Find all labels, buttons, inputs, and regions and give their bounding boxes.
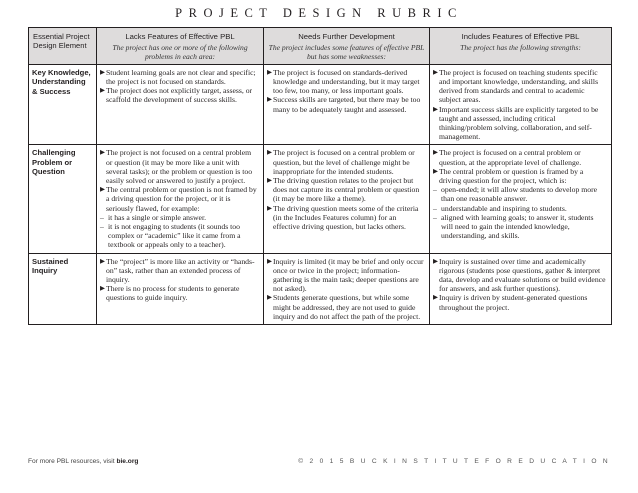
header-title: Needs Further Development	[298, 32, 395, 41]
rubric-cell	[264, 64, 430, 145]
item-text: The project is focused on teaching students specific and important knowledge, understanding, and skills derived from standards and central to academic subject areas.	[439, 67, 599, 105]
bullet-arrow-icon: ▶	[100, 186, 105, 194]
item-text: The project is not focused on a central problem or question (it may be more like a unit with several tasks); or the problem or question is too easily solved or answered to justify a project.	[106, 148, 253, 186]
item-text: The project does not explicitly target, assess, or scaffold the development of success skills.	[106, 86, 253, 105]
bullet-arrow-icon: ▶	[433, 167, 438, 175]
item-text: The project is focused on a central problem or question, but the level of challenge might be inappropriate for the intended students.	[273, 148, 415, 176]
dash-icon: –	[433, 185, 437, 195]
item-text: it is not engaging to students (it sounds too complex or “academic” like it came from a textbook or appeals only to a teacher).	[108, 222, 241, 250]
sub-item	[433, 213, 607, 241]
bullet-arrow-icon: ▶	[267, 294, 272, 302]
header-row	[29, 28, 612, 65]
footer-copyright: © 2 0 1 5 B U C K I N S T I T U T E F O R E D U C A T I O N	[298, 458, 610, 465]
bullet-item	[100, 257, 259, 285]
item-text: Important success skills are explicitly targeted to be taught and assessed, including critical thinking/problem solving, collaboration, and self-management.	[439, 104, 599, 142]
rubric-cell	[430, 64, 612, 145]
dash-icon: –	[433, 212, 437, 222]
rubric-cell	[430, 253, 612, 324]
rubric-cell	[97, 64, 264, 145]
footer-prefix: For more PBL resources, visit	[28, 458, 117, 465]
rubric-cell	[430, 145, 612, 253]
bullet-item	[433, 148, 607, 166]
bullet-item	[267, 293, 425, 321]
bullet-arrow-icon: ▶	[433, 68, 438, 76]
row-label: Key Knowledge, Understanding & Success	[29, 64, 97, 145]
item-text: Inquiry is driven by student-generated questions throughout the project.	[439, 293, 588, 312]
header-title: Includes Features of Effective PBL	[461, 32, 580, 41]
item-text: The driving question relates to the project but does not capture its central problem or question (it may be more like a theme).	[273, 176, 420, 204]
bullet-item	[100, 185, 259, 213]
bullet-item	[100, 284, 259, 302]
item-text: understandable and inspiring to students.	[441, 203, 567, 213]
bullet-arrow-icon: ▶	[433, 105, 438, 113]
rubric-cell	[264, 145, 430, 253]
header-includes	[430, 28, 612, 65]
item-text: Inquiry is sustained over time and academically rigorous (students pose questions, gather & interpret data, develop and evaluate solutions or build evidence for answers, and ask further questions).	[439, 256, 606, 294]
sub-item	[100, 213, 259, 222]
dash-icon: –	[100, 222, 104, 232]
header-subtitle: The project has one or more of the following problems in each area:	[112, 42, 248, 61]
rubric-row	[29, 145, 612, 253]
bullet-arrow-icon: ▶	[267, 149, 272, 157]
item-text: The central problem or question is not framed by a driving question for the project, or it is seriously flawed, for example:	[106, 185, 257, 213]
rubric-cell	[97, 253, 264, 324]
dash-icon: –	[100, 212, 104, 222]
bullet-arrow-icon: ▶	[433, 149, 438, 157]
bullet-arrow-icon: ▶	[100, 149, 105, 157]
bullet-item	[433, 105, 607, 142]
bullet-arrow-icon: ▶	[267, 68, 272, 76]
bullet-arrow-icon: ▶	[267, 204, 272, 212]
footer-resources	[28, 458, 138, 465]
rubric-row	[29, 253, 612, 324]
bullet-item	[433, 68, 607, 105]
bullet-arrow-icon: ▶	[100, 257, 105, 265]
bullet-arrow-icon: ▶	[100, 285, 105, 293]
footer-link[interactable]: bie.org	[116, 458, 139, 465]
rubric-cell	[97, 145, 264, 253]
bullet-arrow-icon: ▶	[100, 68, 105, 76]
bullet-arrow-icon: ▶	[267, 96, 272, 104]
item-text: open-ended; it will allow students to develop more than one reasonable answer.	[441, 185, 598, 204]
dash-icon: –	[433, 203, 437, 213]
header-lacks	[97, 28, 264, 65]
rubric-body	[29, 64, 612, 324]
bullet-item	[100, 68, 259, 86]
bullet-item	[100, 148, 259, 185]
header-title: Lacks Features of Effective PBL	[125, 32, 235, 41]
rubric-row	[29, 64, 612, 145]
page-title: PROJECT DESIGN RUBRIC	[175, 6, 463, 20]
header-subtitle: The project includes some features of effective PBL but has some weaknesses:	[268, 42, 425, 61]
bullet-item	[267, 95, 425, 113]
row-label: Challenging Problem or Question	[29, 145, 97, 253]
sub-item	[433, 204, 607, 213]
rubric-table	[28, 27, 612, 325]
bullet-item	[433, 167, 607, 185]
item-text: The project is focused on standards-derived knowledge and understanding, but it may target too few, too many, or less important goals.	[273, 67, 420, 96]
item-text: Success skills are targeted, but there may be too many to be adequately taught and assessed.	[273, 95, 421, 114]
bullet-item	[433, 293, 607, 311]
item-text: There is no process for students to generate questions to guide inquiry.	[106, 284, 240, 303]
bullet-arrow-icon: ▶	[433, 294, 438, 302]
item-text: Students generate questions, but while some might be addressed, they are not used to guide inquiry and do not affect the path of the project.	[273, 293, 421, 321]
bullet-item	[267, 204, 425, 232]
item-text: The project is focused on a central problem or question, at the appropriate level of challenge.	[439, 148, 582, 167]
header-element: Essential Project Design Element	[29, 28, 97, 65]
item-text: The central problem or question is framed by a driving question for the project, which is:	[439, 166, 584, 186]
bullet-item	[267, 148, 425, 176]
bullet-arrow-icon: ▶	[100, 87, 105, 95]
item-text: Inquiry is limited (it may be brief and only occur once or twice in the project; information-gathering is the main task; deeper questions are not asked).	[273, 256, 424, 294]
rubric-cell	[264, 253, 430, 324]
header-needs	[264, 28, 430, 65]
bullet-item	[433, 257, 607, 294]
row-label: Sustained Inquiry	[29, 253, 97, 324]
item-text: it has a single or simple answer.	[108, 212, 206, 222]
item-text: aligned with learning goals; to answer it, students will need to gain the intended knowledge, understanding, and skills.	[441, 212, 594, 241]
bullet-arrow-icon: ▶	[267, 257, 272, 265]
item-text: The driving question meets some of the criteria (in the Includes Features column) for an effective driving question, but lacks others.	[273, 203, 419, 232]
header-subtitle: The project has the following strengths:	[460, 42, 581, 52]
item-text: The “project” is more like an activity or “hands-on” task, rather than an extended process of inquiry.	[106, 256, 255, 285]
sub-item	[433, 185, 607, 203]
item-text: Student learning goals are not clear and specific; the project is not focused on standards.	[106, 67, 256, 86]
sub-item	[100, 222, 259, 250]
bullet-item	[267, 176, 425, 204]
bullet-item	[267, 68, 425, 96]
bullet-item	[100, 86, 259, 104]
bullet-arrow-icon: ▶	[433, 257, 438, 265]
bullet-item	[267, 257, 425, 294]
bullet-arrow-icon: ▶	[267, 177, 272, 185]
